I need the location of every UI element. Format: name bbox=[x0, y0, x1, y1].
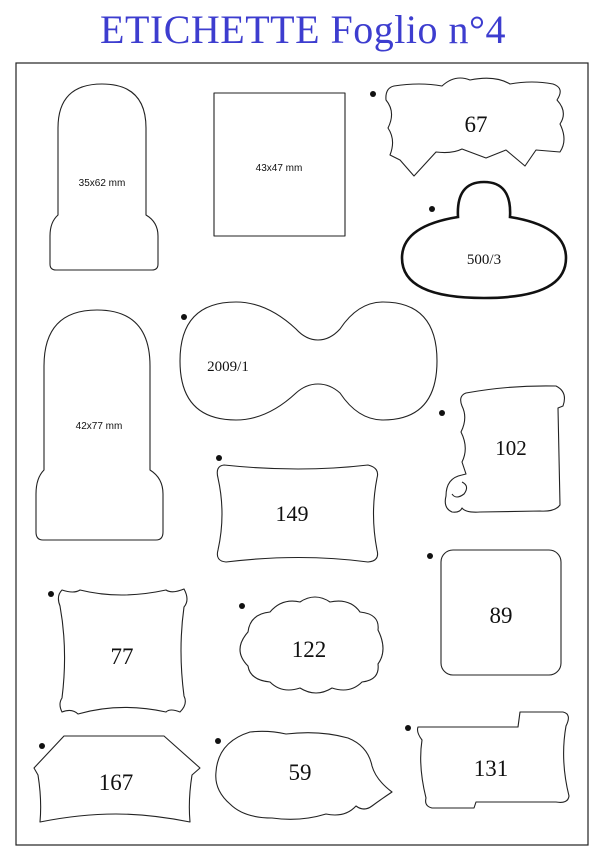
label-35x62[interactable] bbox=[50, 84, 158, 270]
label-122[interactable] bbox=[239, 597, 383, 693]
label-500-3-dot bbox=[429, 206, 435, 212]
label-77[interactable] bbox=[48, 589, 187, 714]
label-2009-1-text: 2009/1 bbox=[207, 359, 249, 375]
label-89-text: 89 bbox=[489, 603, 513, 628]
label-89-dot bbox=[427, 553, 433, 559]
label-500-3-text: 500/3 bbox=[466, 252, 502, 268]
sheet-title: ETICHETTE Foglio n°4 bbox=[100, 7, 506, 52]
label-122-dot bbox=[239, 603, 245, 609]
label-77-dot bbox=[48, 591, 54, 597]
label-59-dot bbox=[215, 738, 221, 744]
label-59[interactable] bbox=[215, 731, 392, 819]
label-102-dot bbox=[439, 410, 445, 416]
label-131-text: 131 bbox=[473, 756, 509, 781]
label-42x77-text: 42x77 mm bbox=[75, 421, 123, 432]
label-67-text: 67 bbox=[464, 112, 488, 137]
label-102[interactable] bbox=[439, 386, 564, 512]
label-131[interactable] bbox=[405, 712, 569, 808]
label-167-dot bbox=[39, 743, 45, 749]
label-59-text: 59 bbox=[288, 760, 312, 785]
label-89[interactable] bbox=[427, 550, 561, 675]
label-149-dot bbox=[216, 455, 222, 461]
label-67-dot bbox=[370, 91, 376, 97]
label-149-text: 149 bbox=[275, 501, 309, 526]
label-43x47[interactable] bbox=[214, 93, 345, 236]
label-2009-1-dot bbox=[181, 314, 187, 320]
label-35x62-text: 35x62 mm bbox=[78, 178, 126, 189]
label-122-text: 122 bbox=[291, 637, 327, 662]
label-102-text: 102 bbox=[495, 436, 527, 460]
label-500-3[interactable] bbox=[402, 182, 566, 298]
label-42x77[interactable] bbox=[36, 310, 163, 540]
label-77-text: 77 bbox=[110, 644, 134, 669]
label-167[interactable] bbox=[34, 736, 200, 822]
label-67[interactable] bbox=[370, 78, 564, 176]
label-167-text: 167 bbox=[98, 770, 134, 795]
label-131-dot bbox=[405, 725, 411, 731]
label-149[interactable] bbox=[216, 455, 378, 562]
label-43x47-text: 43x47 mm bbox=[255, 163, 303, 174]
label-2009-1[interactable] bbox=[180, 302, 437, 420]
